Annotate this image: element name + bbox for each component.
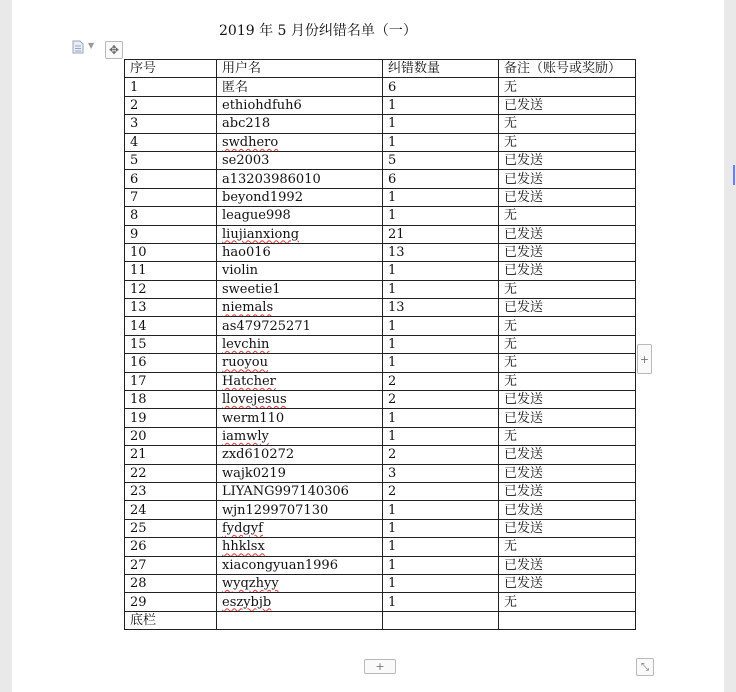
spellcheck-text: levchin — [222, 337, 270, 353]
cell-no[interactable]: 9 — [125, 225, 217, 243]
cell-note[interactable]: 已发送 — [499, 299, 636, 317]
cell-note[interactable]: 已发送 — [499, 519, 636, 537]
cell-note[interactable]: 无 — [499, 538, 636, 556]
table-row — [125, 574, 636, 592]
cell-note[interactable]: 已发送 — [499, 225, 636, 243]
cell-count[interactable]: 1 — [383, 574, 499, 592]
table-row — [125, 354, 636, 372]
cell-count[interactable]: 1 — [383, 593, 499, 611]
cell-no[interactable]: 21 — [125, 446, 217, 464]
cell-count[interactable]: 1 — [383, 501, 499, 519]
cell-note[interactable]: 无 — [499, 317, 636, 335]
cell-count[interactable]: 13 — [383, 299, 499, 317]
cell-note[interactable]: 无 — [499, 280, 636, 298]
cell-note[interactable]: 无 — [499, 207, 636, 225]
cell-note[interactable]: 无 — [499, 427, 636, 445]
cell-count[interactable]: 2 — [383, 372, 499, 390]
table-row — [125, 115, 636, 133]
cell-user[interactable]: violin — [217, 262, 383, 280]
cell-user[interactable] — [217, 133, 383, 151]
cell-count[interactable]: 1 — [383, 96, 499, 114]
cell-user[interactable]: werm110 — [217, 409, 383, 427]
cell-count[interactable]: 6 — [383, 170, 499, 188]
cell-note[interactable]: 已发送 — [499, 391, 636, 409]
table-row — [125, 482, 636, 500]
cell-user[interactable]: sweetie1 — [217, 280, 383, 298]
cell-count[interactable]: 21 — [383, 225, 499, 243]
table-row — [125, 464, 636, 482]
cell-user[interactable]: league998 — [217, 207, 383, 225]
cell-count[interactable]: 13 — [383, 243, 499, 261]
cell-user[interactable]: hao016 — [217, 243, 383, 261]
document-icon[interactable] — [70, 40, 86, 54]
cell-note[interactable]: 无 — [499, 354, 636, 372]
table-row — [125, 501, 636, 519]
spellcheck-text: fydgyf — [222, 520, 263, 536]
spellcheck-text: liujianxiong — [222, 226, 300, 242]
cell-count[interactable]: 1 — [383, 262, 499, 280]
table-row — [125, 280, 636, 298]
cell-user[interactable] — [217, 574, 383, 592]
cell-user[interactable] — [217, 538, 383, 556]
table-row — [125, 538, 636, 556]
cell-note[interactable]: 无 — [499, 78, 636, 96]
cell-note[interactable]: 已发送 — [499, 482, 636, 500]
cell-user[interactable]: abc218 — [217, 115, 383, 133]
cell-user[interactable] — [217, 372, 383, 390]
spellcheck-text: niemals — [222, 300, 274, 316]
cell-user[interactable] — [217, 299, 383, 317]
cell-count[interactable]: 1 — [383, 354, 499, 372]
cell-no[interactable]: 6 — [125, 170, 217, 188]
cell-user[interactable]: zxd610272 — [217, 446, 383, 464]
cell-no[interactable]: 8 — [125, 207, 217, 225]
table-row — [125, 556, 636, 574]
document-title: 2019 年 5 月份纠错名单（一） — [219, 23, 417, 39]
cell-user[interactable] — [217, 427, 383, 445]
table-body — [125, 78, 636, 611]
cell-count[interactable]: 2 — [383, 391, 499, 409]
table-row — [125, 243, 636, 261]
cell-note[interactable]: 已发送 — [499, 446, 636, 464]
cell-user[interactable] — [217, 593, 383, 611]
cell-no[interactable]: 10 — [125, 243, 217, 261]
cell-user[interactable]: xiacongyuan1996 — [217, 556, 383, 574]
cell-user[interactable] — [217, 354, 383, 372]
cell-user[interactable] — [217, 225, 383, 243]
cell-user[interactable]: ethiohdfuh6 — [217, 96, 383, 114]
spellcheck-text: iamwly — [222, 429, 269, 444]
table-row — [125, 188, 636, 206]
cell-count[interactable]: 1 — [383, 188, 499, 206]
cell-count[interactable]: 1 — [383, 335, 499, 353]
spellcheck-text: ruoyou — [222, 355, 268, 371]
cell-count[interactable]: 1 — [383, 133, 499, 151]
table-row — [125, 133, 636, 151]
cell-note[interactable]: 无 — [499, 593, 636, 611]
cell-user[interactable] — [217, 335, 383, 353]
table-row — [125, 519, 636, 537]
cell-no[interactable]: 26 — [125, 538, 217, 556]
cell-count[interactable]: 2 — [383, 446, 499, 464]
cell-no[interactable]: 24 — [125, 501, 217, 519]
cell-note[interactable]: 已发送 — [499, 170, 636, 188]
cell-no[interactable]: 11 — [125, 262, 217, 280]
table-move-handle-icon[interactable]: ✥ — [105, 41, 123, 59]
correction-table — [124, 59, 636, 630]
spellcheck-text: swdhero — [222, 134, 279, 150]
cell-note[interactable]: 已发送 — [499, 243, 636, 261]
cell-no[interactable]: 25 — [125, 519, 217, 537]
cell-no[interactable]: 20 — [125, 427, 217, 445]
cell-count[interactable]: 1 — [383, 317, 499, 335]
cell-note[interactable]: 已发送 — [499, 262, 636, 280]
cell-note[interactable]: 已发送 — [499, 464, 636, 482]
table-row — [125, 409, 636, 427]
table-row — [125, 317, 636, 335]
header-no: 序号 — [125, 60, 217, 78]
cell-note[interactable]: 已发送 — [499, 96, 636, 114]
spellcheck-text: hhklsx — [222, 539, 265, 555]
cell-count[interactable]: 1 — [383, 280, 499, 298]
scroll-marker — [733, 165, 735, 185]
cell-no[interactable]: 2 — [125, 96, 217, 114]
cell-no[interactable]: 28 — [125, 574, 217, 592]
cell-user[interactable]: a13203986010 — [217, 170, 383, 188]
table-row — [125, 151, 636, 169]
add-column-icon[interactable]: + — [637, 344, 652, 374]
cell-count[interactable]: 1 — [383, 519, 499, 537]
footer-cell[interactable] — [217, 611, 383, 629]
cell-note[interactable]: 已发送 — [499, 501, 636, 519]
cell-no[interactable]: 23 — [125, 482, 217, 500]
cell-note[interactable]: 无 — [499, 372, 636, 390]
table-footer-row — [125, 611, 636, 629]
cell-note[interactable]: 无 — [499, 335, 636, 353]
table-row — [125, 335, 636, 353]
cell-no[interactable]: 14 — [125, 317, 217, 335]
footer-cell[interactable] — [499, 611, 636, 629]
spellcheck-text: Hatcher — [222, 373, 276, 389]
cell-no[interactable]: 15 — [125, 335, 217, 353]
cell-user[interactable] — [217, 519, 383, 537]
cell-count[interactable]: 1 — [383, 427, 499, 445]
cell-no[interactable]: 29 — [125, 593, 217, 611]
table-header-row — [125, 60, 636, 78]
spellcheck-text: eszybjb — [222, 594, 272, 610]
table-row — [125, 170, 636, 188]
cell-count[interactable]: 2 — [383, 482, 499, 500]
cell-count[interactable]: 3 — [383, 464, 499, 482]
add-row-icon[interactable]: + — [364, 659, 396, 674]
table-row — [125, 225, 636, 243]
cell-no[interactable]: 16 — [125, 354, 217, 372]
header-user: 用户名 — [217, 60, 383, 78]
cell-user[interactable] — [217, 391, 383, 409]
cell-user[interactable]: se2003 — [217, 151, 383, 169]
document-page — [12, 0, 724, 692]
cell-note[interactable]: 已发送 — [499, 409, 636, 427]
cell-no[interactable]: 13 — [125, 299, 217, 317]
spellcheck-text: wyqzhyy — [222, 576, 279, 592]
cell-no[interactable]: 22 — [125, 464, 217, 482]
cell-user[interactable]: LIYANG997140306 — [217, 482, 383, 500]
cell-user[interactable]: 匿名 — [217, 78, 383, 96]
cell-note[interactable]: 已发送 — [499, 188, 636, 206]
table-row — [125, 207, 636, 225]
cell-count[interactable]: 1 — [383, 409, 499, 427]
cell-user[interactable]: as479725271 — [217, 317, 383, 335]
cell-count[interactable]: 5 — [383, 151, 499, 169]
header-note: 备注（账号或奖励） — [499, 60, 636, 78]
window-edge — [724, 0, 736, 692]
cell-no[interactable]: 7 — [125, 188, 217, 206]
cell-no[interactable]: 12 — [125, 280, 217, 298]
table-row — [125, 78, 636, 96]
table-row — [125, 262, 636, 280]
cell-note[interactable]: 已发送 — [499, 151, 636, 169]
table-row — [125, 96, 636, 114]
cell-no[interactable]: 18 — [125, 391, 217, 409]
footer-label[interactable]: 底栏 — [125, 611, 217, 629]
cell-no[interactable]: 17 — [125, 372, 217, 390]
table-row — [125, 427, 636, 445]
table-row — [125, 446, 636, 464]
cell-count[interactable]: 1 — [383, 207, 499, 225]
table-row — [125, 593, 636, 611]
cell-no[interactable]: 4 — [125, 133, 217, 151]
cell-user[interactable]: wjn1299707130 — [217, 501, 383, 519]
cell-count[interactable]: 1 — [383, 556, 499, 574]
cell-note[interactable]: 无 — [499, 133, 636, 151]
cell-no[interactable]: 19 — [125, 409, 217, 427]
cell-no[interactable]: 1 — [125, 78, 217, 96]
cell-no[interactable]: 5 — [125, 151, 217, 169]
table-row — [125, 299, 636, 317]
cell-note[interactable]: 已发送 — [499, 574, 636, 592]
cell-no[interactable]: 27 — [125, 556, 217, 574]
chevron-down-icon[interactable]: ▼ — [88, 41, 95, 50]
cell-user[interactable]: beyond1992 — [217, 188, 383, 206]
cell-count[interactable]: 1 — [383, 538, 499, 556]
footer-cell[interactable] — [383, 611, 499, 629]
cell-no[interactable]: 3 — [125, 115, 217, 133]
header-count: 纠错数量 — [383, 60, 499, 78]
table-resize-icon[interactable]: ⤡ — [636, 658, 654, 676]
cell-user[interactable]: wajk0219 — [217, 464, 383, 482]
table-row — [125, 391, 636, 409]
cell-count[interactable]: 6 — [383, 78, 499, 96]
table-row — [125, 372, 636, 390]
spellcheck-text: llovejesus — [222, 392, 287, 408]
cell-count[interactable]: 1 — [383, 115, 499, 133]
cell-note[interactable]: 无 — [499, 115, 636, 133]
cell-note[interactable]: 已发送 — [499, 556, 636, 574]
